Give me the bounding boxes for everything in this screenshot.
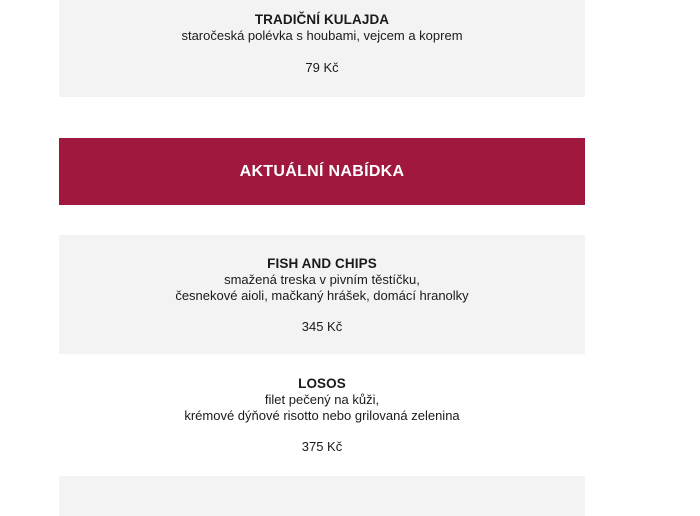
item-price: 79 Kč [305,60,339,75]
item-description-line-1: smažená treska v pivním těstíčku, [224,272,420,287]
item-name: FISH AND CHIPS [267,256,377,271]
item-description-line-1: filet pečený na kůži, [264,392,380,407]
item-name: LOSOS [298,376,346,391]
menu-item-fish-and-chips [59,235,585,354]
item-description-line-2: česnekové aioli, mačkaný hrášek, domácí hranolky [175,288,469,303]
item-price: 375 Kč [301,439,343,454]
menu-item-next-partial [59,476,585,516]
menu-item-kulajda [59,0,585,97]
item-name: TRADIČNÍ KULAJDA [254,12,390,27]
item-description-line-2: krémové dýňové risotto nebo grilovaná zelenina [184,408,460,423]
section-title: AKTUÁLNÍ NABÍDKA [239,162,405,180]
item-description: staročeská polévka s houbami, vejcem a koprem [181,28,463,43]
item-price: 345 Kč [301,319,343,334]
menu-item-losos [59,354,585,474]
section-banner [59,138,585,205]
